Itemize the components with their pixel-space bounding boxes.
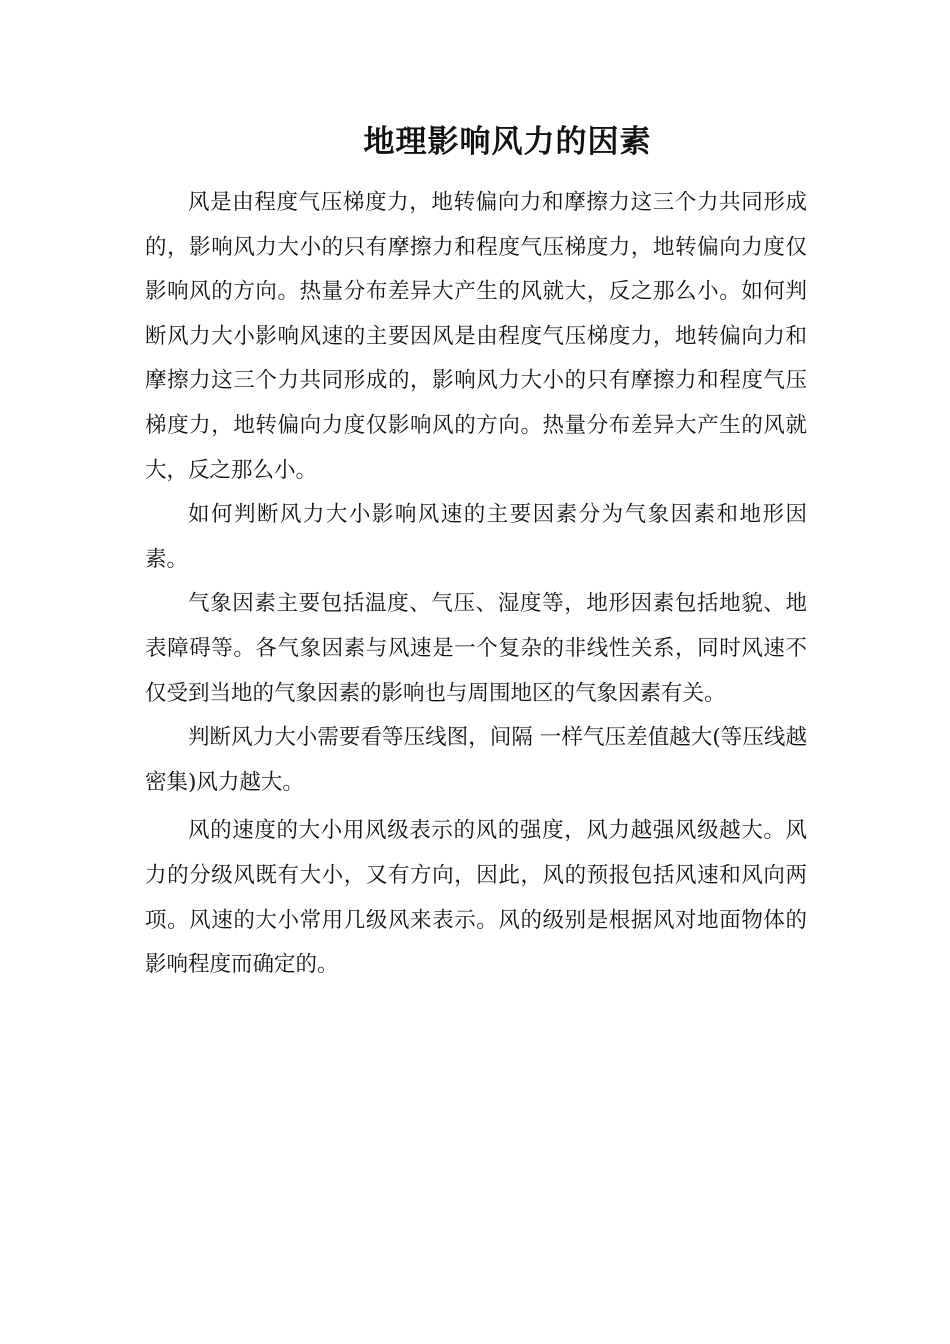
- paragraph-wind-formation: 风是由程度气压梯度力，地转偏向力和摩擦力这三个力共同形成的，影响风力大小的只有摩擦力和程度气压梯度力，地转偏向力度仅影响风的方向。热量分布差异大产生的风就大，反之那么小。如何判断风力大小影响风速的主要因风是由程度气压梯度力，地转偏向力和摩擦力这三个力共同形成的，影响风力大小的只有摩擦力和程度气压梯度力，地转偏向力度仅影响风的方向。热量分布差异大产生的风就大，反之那么小。: [145, 190, 807, 483]
- document-title: 地理影响风力的因素: [363, 124, 652, 160]
- document-body: [145, 181, 807, 988]
- paragraph-main-factors: 如何判断风力大小影响风速的主要因素分为气象因素和地形因素。: [145, 502, 807, 572]
- paragraph-meteorological-factors: 气象因素主要包括温度、气压、湿度等，地形因素包括地貌、地表障碍等。各气象因素与风速是一个复杂的非线性关系，同时风速不仅受到当地的气象因素的影响也与周围地区的气象因素有关。: [145, 591, 807, 706]
- paragraph-isobar-judgement: 判断风力大小需要看等压线图，间隔 一样气压差值越大(等压线越密集)风力越大。: [145, 725, 807, 795]
- paragraph-wind-scale: 风的速度的大小用风级表示的风的强度，风力越强风级越大。风力的分级风既有大小，又有方向，因此，风的预报包括风速和风向两项。风速的大小常用几级风来表示。风的级别是根据风对地面物体的影响程度而确定的。: [145, 818, 807, 978]
